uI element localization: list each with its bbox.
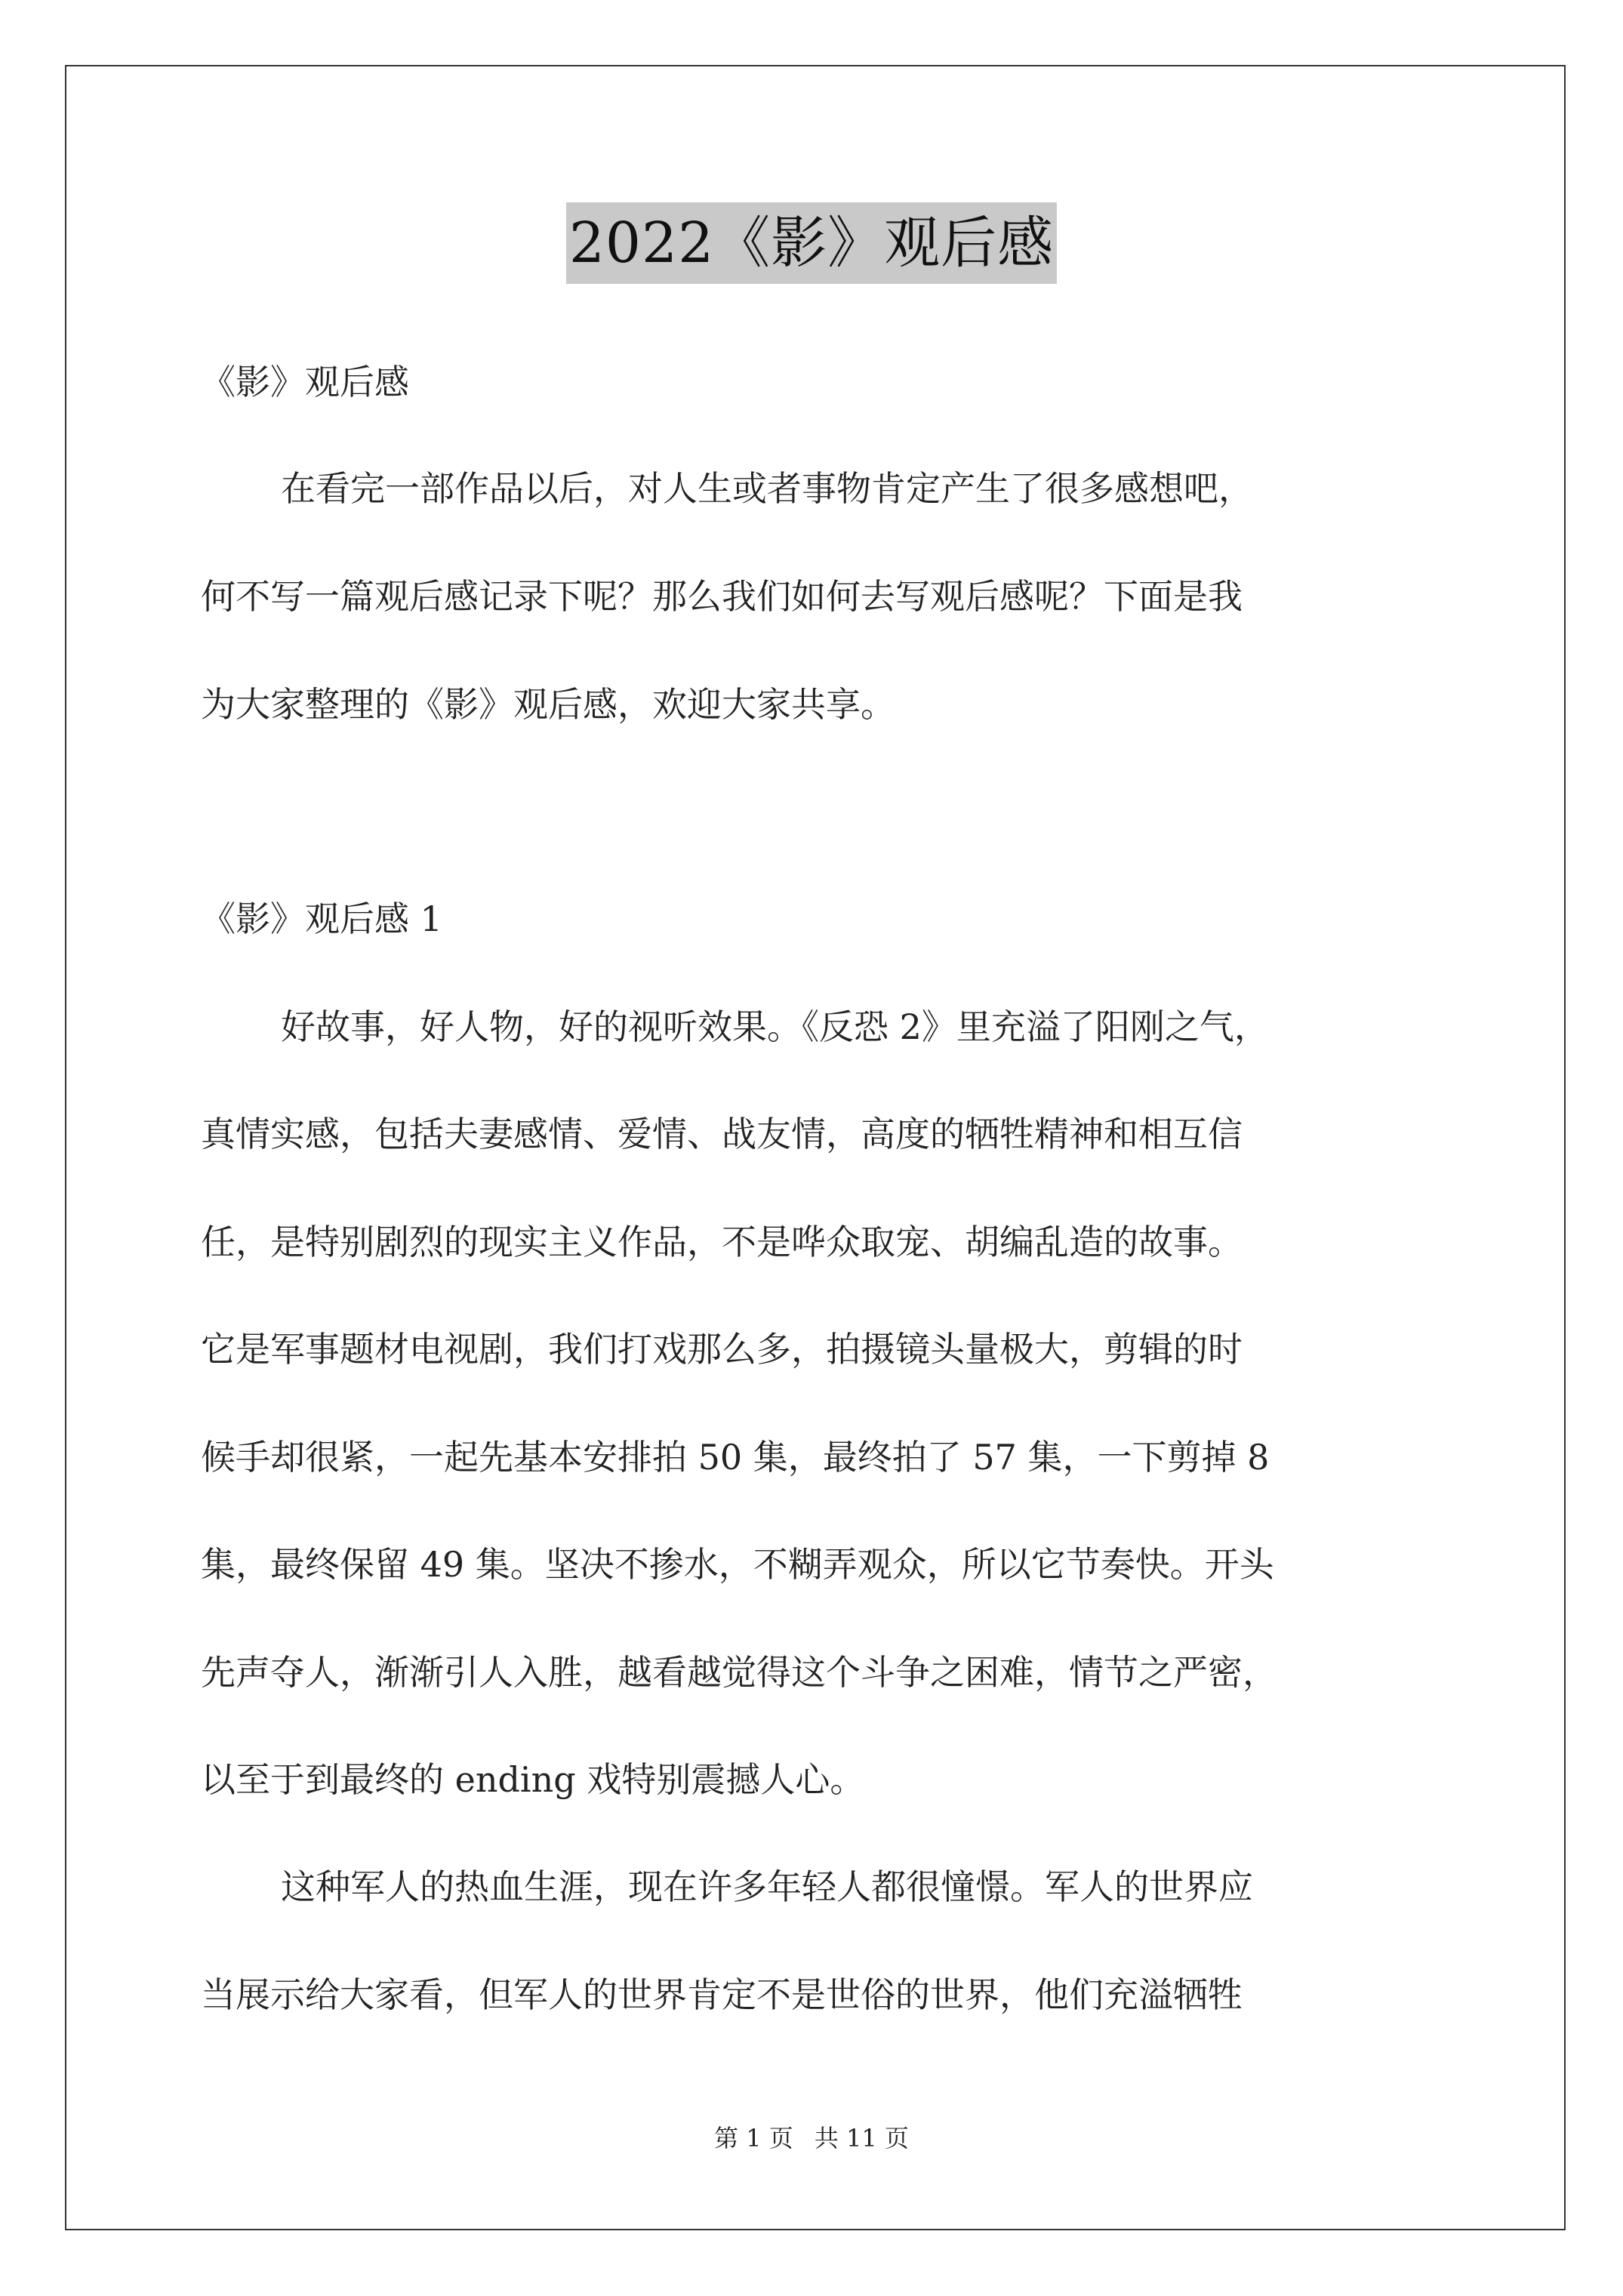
intro-line: 在看完一部作品以后，对人生或者事物肯定产生了很多感想吧，: [281, 468, 1253, 509]
page-number: 第 1 页: [714, 2124, 793, 2153]
paragraph-line: 以至于到最终的 ending 戏特别震撼人心。: [201, 1759, 865, 1800]
paragraph-line: 先声夺人，渐渐引人入胜，越看越觉得这个斗争之困难，情节之严密，: [201, 1652, 1277, 1693]
total-pages: 共 11 页: [814, 2124, 909, 2153]
paragraph-line: 集，最终保留 49 集。坚决不掺水，不糊弄观众，所以它节奏快。开头: [201, 1544, 1274, 1585]
paragraph-line: 当展示给大家看，但军人的世界肯定不是世俗的世界，他们充溢牺牲: [201, 1974, 1243, 2015]
document-title: 2022《影》观后感: [566, 202, 1057, 284]
page-footer: [0, 2123, 1623, 2153]
paragraph-line: 这种军人的热血生涯，现在许多年轻人都很憧憬。军人的世界应: [281, 1866, 1253, 1907]
paragraph-line: 好故事，好人物，好的视听效果。《反恐 2》里充溢了阳刚之气，: [281, 1006, 1269, 1047]
paragraph-line: 真情实感，包括夫妻感情、爱情、战友情，高度的牺牲精神和相互信: [201, 1114, 1243, 1154]
title-container: [0, 202, 1623, 284]
paragraph-line: 它是军事题材电视剧，我们打戏那么多，拍摄镜头量极大，剪辑的时: [201, 1329, 1243, 1370]
paragraph-line: 任，是特别剧烈的现实主义作品，不是哗众取宠、胡编乱造的故事。: [201, 1222, 1243, 1262]
paragraph-line: 候手却很紧，一起先基本安排拍 50 集，最终拍了 57 集，一下剪掉 8: [201, 1437, 1270, 1478]
intro-line: 为大家整理的《影》观后感，欢迎大家共享。: [201, 684, 895, 725]
intro-line: 何不写一篇观后感记录下呢？那么我们如何去写观后感呢？下面是我: [201, 576, 1243, 617]
document-subtitle: 《影》观后感: [201, 362, 409, 402]
section-heading: 《影》观后感 1: [201, 898, 442, 939]
